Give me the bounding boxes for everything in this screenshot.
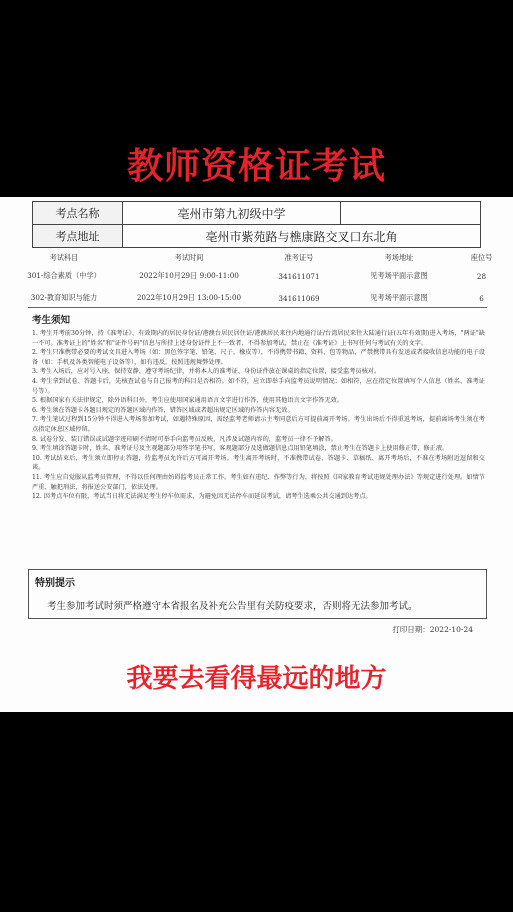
list-item: 5. 根据国家有关法律规定，除外语科目外，考生应使用国家通用语言文字进行作答，使用其他语言文字作答无效。 [32,397,344,405]
exam-schedule-table [4,251,509,309]
schedule-ticket-number: 341611071 [278,271,320,281]
schedule-location: 见考场平面示意图 [370,293,428,302]
table-row [4,265,509,287]
schedule-seat: 28 [476,271,487,281]
admission-ticket-document [0,197,513,712]
list-item: 8. 试卷分发、装订错误或试题字迹印刷不清时可举手向监考员反映，凡涉及试题内容的，监考员一律不予解答。 [32,435,337,443]
venue-name-label: 考点名称 [33,202,123,225]
notice-list [28,329,487,502]
special-notice-text: 考生参加考试时须严格遵守本省报名及补充公告里有关防疫要求，否则将无法参加考试。 [47,601,418,612]
list-item: 11. 考生应自觉服从监考员管理，不得以任何理由妨碍监考员正常工作。考生如有违纪、作弊等行为，将按照《国家教育考试违规处理办法》等规定进行处理。如情节严重、触犯刑法，将报送公安部门，依法处理。 [32,473,485,491]
schedule-header-ticket: 准考证号 [284,253,314,262]
schedule-header-subject: 考试科目 [49,253,79,262]
list-item: 3. 考生入场后，应对号入座，保持安静，遵守考场纪律，并将本人的准考证、身份证件放在课桌的指定位置，接受监考员核对。 [32,368,381,376]
print-date: 打印日期：2022-10-24 [392,625,473,634]
schedule-subject: 301-综合素质（中学） [27,271,101,280]
special-notice-box [28,569,487,619]
list-item: 9. 考生填涂答题卡时，姓名、准考证号及主观题部分用签字笔书写，客观题部分及选做题信息点用铅笔填涂，禁止考生在答题卡上使用修正带、修正液。 [32,445,449,453]
venue-address-row [33,225,481,248]
schedule-time: 2022年10月29日 9:00-11:00 [139,271,239,280]
list-item: 2. 考生只准携带必要的考试文具进入考场（如：黑色签字笔、铅笔、尺子、橡皮等），不得携带书籍、资料、包等物品，严禁携带具有发送或者接收信息功能的电子设备（如：手机及各类智能电子设备等），如有违反，按照违规舞弊处理。 [32,349,485,366]
exam-notice-section [28,307,487,569]
schedule-header-time: 考试时间 [174,253,204,262]
schedule-header-seat: 座位号 [470,253,493,262]
list-item: 10. 考试结束后，考生须立即停止答题，待监考员允许后方可离开考场。考生离开考场时，不准携带试卷、答题卡、草稿纸、离开考场后，不准在考场附近逗留和交谈。 [32,454,485,472]
list-item: 4. 考生拿到试卷、答题卡后，先核查试卷与自己报考的科目是否相符。如不符，应立即举手向监考员说明情况；如相符，应在指定位置填写个人信息（姓名、准考证号等）。 [32,377,485,395]
notice-title: 考生须知 [32,315,71,326]
schedule-seat: 6 [479,293,484,303]
venue-address-value: 亳州市紫苑路与樵康路交叉口东北角 [123,225,481,248]
special-notice-title: 特别提示 [35,578,75,589]
venue-name-row [33,202,481,225]
schedule-subject: 302-教育知识与能力 [30,293,98,302]
list-item: 1. 考生开考前30分钟，持《准考证》、有效期内的居民身份证/港澳台居民居住证/港澳居民来往内地通行证/台湾居民来往大陆通行证(五年有效期)进入考场，"两证"缺一不可。准考证上的"姓名"和"证件号码"信息与所持上述身份证件上不一致者，不得参加考试，禁止在《准考证》上书写任何与考试有关的文字。 [32,330,485,347]
schedule-header-row [4,251,509,265]
list-item: 7. 考生笔试过程到15分钟不得进入考场参加考试，如遇特殊原因，需经监考老师请示主考同意后方可提前离开考场。考生出场后不得重返考场，提前离场考生须在考点指定休息区域停留。 [32,416,485,433]
list-item: 12. 因考点车位有限，考试当日将无法满足考生停车位需求，为避免因无法停车而延误考试，请考生选乘公共交通到达考点。 [32,493,372,501]
schedule-time: 2022年10月29日 13:00-15:00 [136,293,242,302]
schedule-header-location: 考场地址 [384,253,414,262]
venue-info-table [32,201,481,248]
venue-address-label: 考点地址 [33,225,123,248]
venue-name-value: 亳州市第九初级中学 [123,202,341,225]
table-row [4,287,509,309]
schedule-location: 见考场平面示意图 [370,271,428,280]
venue-blank-cell [341,202,481,225]
headline-text: 教师资格证考试 [126,146,386,187]
caption-text: 我要去看得最远的地方 [126,664,387,694]
list-item: 6. 考生须在答题卡各题目规定的答题区域内作答，错答区域或者超出规定区域的作答内容无效。 [32,406,294,414]
schedule-ticket-number: 341611069 [278,293,320,303]
bottom-black-band [0,712,513,912]
